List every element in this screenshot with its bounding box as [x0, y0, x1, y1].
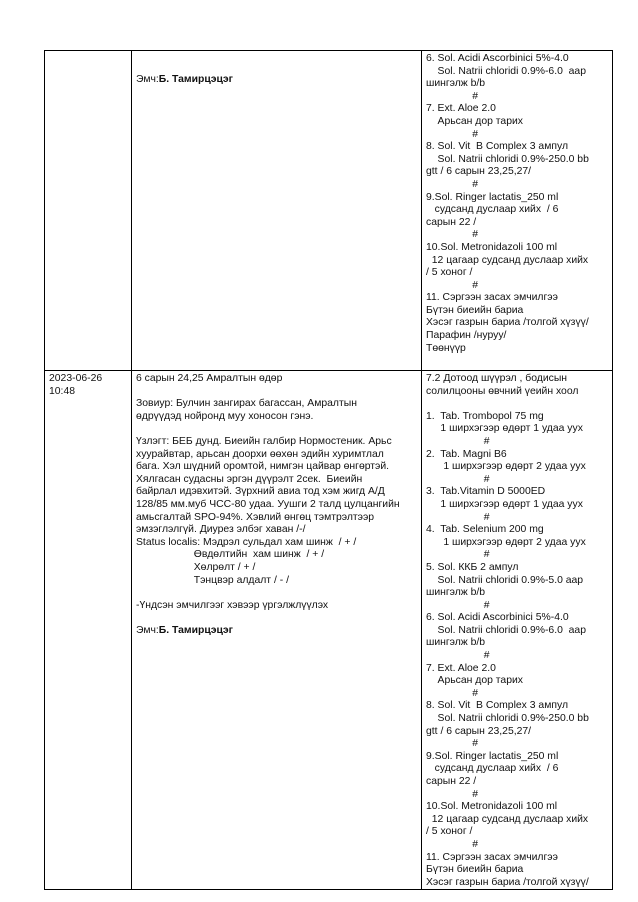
order-line: сарын 22 /: [426, 216, 477, 228]
order-line: 11. Сэргээн засах эмчилгээ: [426, 851, 558, 863]
order-line: 6. Sol. Acidi Ascorbinici 5%-4.0: [426, 612, 569, 624]
order-line: #: [426, 788, 478, 800]
order-line: 1 ширхэгээр өдөрт 1 удаа уух: [426, 498, 583, 510]
order-line: Хэсэг газрын бариа /толгой хүзүү/: [426, 876, 589, 888]
order-line: #: [426, 178, 478, 190]
order-line: Арьсан дор тарих: [426, 675, 523, 687]
order-line: 9.Sol. Ringer lactatis_250 ml: [426, 750, 559, 762]
order-line: #: [426, 687, 478, 699]
order-line: Sol. Natrii chloridi 0.9%-250.0 bb: [426, 713, 589, 725]
treatment-orders-cell: [422, 51, 613, 371]
order-line: Бүтэн биеийн бариа: [426, 304, 524, 316]
log-row-2023-06-26: [45, 371, 613, 890]
note-line: Тэнцвэр алдалт / - /: [136, 574, 289, 586]
order-line: 8. Sol. Vit B Complex 3 ампул: [426, 141, 569, 153]
note-line: [136, 612, 417, 625]
order-line: Хэсэг газрын бариа /толгой хүзүү/: [426, 317, 589, 329]
orders-list: [426, 53, 608, 355]
note-line: амьсгалтай SPO-94%. Хэвлий өнгөц тэмтрэлтээр: [136, 511, 375, 523]
order-line: шингэлж b/b: [426, 637, 486, 649]
order-line: / 5 хоног /: [426, 826, 473, 838]
order-line: 7.2 Дотоод шүүрэл , бодисын: [426, 373, 568, 384]
note-line: Өвдөлтийн хам шинж / + /: [136, 549, 325, 561]
orders-list: [426, 373, 608, 889]
note-line: Хялгасан судасны эргэн дүүрэлт 2сек. Биеийн: [136, 473, 363, 485]
order-line: судсанд дуслаар хийх / 6: [426, 763, 559, 775]
order-line: 1 ширхэгээр өдөрт 2 удаа уух: [426, 536, 586, 548]
treatment-orders-cell: [422, 371, 613, 890]
order-line: #: [426, 279, 478, 291]
order-line: 1. Tab. Trombopol 75 mg: [426, 410, 544, 422]
order-line: 12 цагаар судсанд дуслаар хийх: [426, 813, 589, 825]
order-line: #: [426, 599, 490, 611]
order-line: #: [426, 90, 478, 102]
note-line: [136, 386, 417, 399]
order-line: Sol. Natrii chloridi 0.9%-5.0 аар: [426, 574, 584, 586]
order-line: [426, 398, 608, 411]
note-line: байрлал идэвхитэй. Зүрхний авиа тод хэм жигд А/Д: [136, 486, 385, 498]
entry-time: 10:48: [49, 385, 76, 397]
order-line: 1 ширхэгээр өдөрт 2 удаа уух: [426, 461, 586, 473]
note-line: [136, 587, 417, 600]
order-line: Арьсан дор тарих: [426, 115, 523, 127]
order-line: #: [426, 473, 490, 485]
note-lines: [136, 373, 417, 625]
order-line: 7. Ext. Aloe 2.0: [426, 103, 496, 115]
note-line: өдрүүдэд нойронд муу хоносон гэнэ.: [136, 410, 314, 422]
order-line: #: [426, 229, 478, 241]
order-line: 8. Sol. Vit B Complex 3 ампул: [426, 700, 569, 712]
order-line: Парафин /нуруу/: [426, 330, 507, 342]
order-line: Бүтэн биеийн бариа: [426, 864, 524, 876]
entry-time: [49, 66, 127, 79]
note-line: Хөлрөлт / + /: [136, 561, 256, 573]
note-line: 128/85 мм.муб ЧСС-80 удаа. Уушги 2 талд цулцангийн: [136, 498, 400, 510]
order-line: 7. Ext. Aloe 2.0: [426, 662, 496, 674]
order-line: 10.Sol. Metronidazoli 100 ml: [426, 241, 558, 253]
order-line: 9.Sol. Ringer lactatis_250 ml: [426, 191, 559, 203]
order-line: #: [426, 549, 490, 561]
note-line: -Үндсэн эмчилгээг хэвээр үргэлжлүүлэх: [136, 599, 329, 611]
examination-note-cell: [132, 371, 422, 890]
date-cell: [45, 371, 132, 890]
note-line: эмзэглэлгүй. Диурез элбэг хаван /-/: [136, 524, 306, 536]
order-line: gtt / 6 сарын 23,25,27/: [426, 725, 532, 737]
order-line: 10.Sol. Metronidazoli 100 ml: [426, 801, 558, 813]
order-line: 12 цагаар судсанд дуслаар хийх: [426, 254, 589, 266]
doctor-signature: Эмч:Б. Тамирцэцэг: [136, 74, 233, 85]
order-line: 1 ширхэгээр өдөрт 1 удаа уух: [426, 423, 583, 435]
date-cell: [45, 51, 132, 371]
note-line: Status localis: Мэдрэл сульдал хам шинж / + /: [136, 536, 357, 548]
order-line: шингэлж b/b: [426, 587, 486, 599]
order-line: #: [426, 650, 490, 662]
order-line: шингэлж b/b: [426, 78, 486, 90]
order-line: 4. Tab. Selenium 200 mg: [426, 524, 544, 536]
note-line: 6 сарын 24,25 Амралтын өдөр: [136, 373, 283, 384]
note-line: Зовиур: Булчин зангирах багассан, Амралтын: [136, 398, 357, 410]
order-line: сарын 22 /: [426, 776, 477, 787]
examination-note-cell: [132, 51, 422, 371]
entry-date: [49, 53, 127, 66]
order-line: 11. Сэргээн засах эмчилгээ: [426, 292, 558, 304]
order-line: gtt / 6 сарын 23,25,27/: [426, 166, 532, 178]
note-line: Үзлэгт: БЕБ дунд. Биеийн галбир Нормостеник. Арьс: [136, 435, 392, 447]
order-line: #: [426, 128, 478, 140]
order-line: 6. Sol. Acidi Ascorbinici 5%-4.0: [426, 53, 569, 64]
order-line: #: [426, 738, 478, 750]
order-line: / 5 хоног /: [426, 267, 473, 279]
order-line: Sol. Natrii chloridi 0.9%-6.0 аар: [426, 624, 586, 636]
order-line: 2. Tab. Magni B6: [426, 448, 507, 460]
log-row-continued: [45, 51, 613, 371]
order-line: Sol. Natrii chloridi 0.9%-6.0 аар: [426, 65, 586, 77]
note-line: хуурайвтар, арьсан доорхи өөхөн эдийн хуримтлал: [136, 448, 384, 460]
order-line: #: [426, 511, 490, 523]
note-line: [136, 423, 417, 436]
order-line: 3. Tab.Vitamin D 5000ED: [426, 486, 546, 498]
note-line: бага. Хэл шүдний оромтой, нимгэн цайвар өнгөртэй.: [136, 461, 390, 473]
order-line: Төөнүүр: [426, 342, 466, 354]
treatment-log-table: [44, 50, 613, 890]
order-line: #: [426, 838, 478, 850]
doctor-signature: Эмч:Б. Тамирцэцэг: [136, 624, 233, 636]
order-line: судсанд дуслаар хийх / 6: [426, 204, 559, 216]
entry-date: 2023-06-26: [49, 373, 103, 384]
order-line: 5. Sol. ККБ 2 ампул: [426, 561, 519, 573]
order-line: #: [426, 435, 490, 447]
order-line: солилцооны өвчний үеийн хоол: [426, 385, 579, 397]
order-line: Sol. Natrii chloridi 0.9%-250.0 bb: [426, 153, 589, 165]
